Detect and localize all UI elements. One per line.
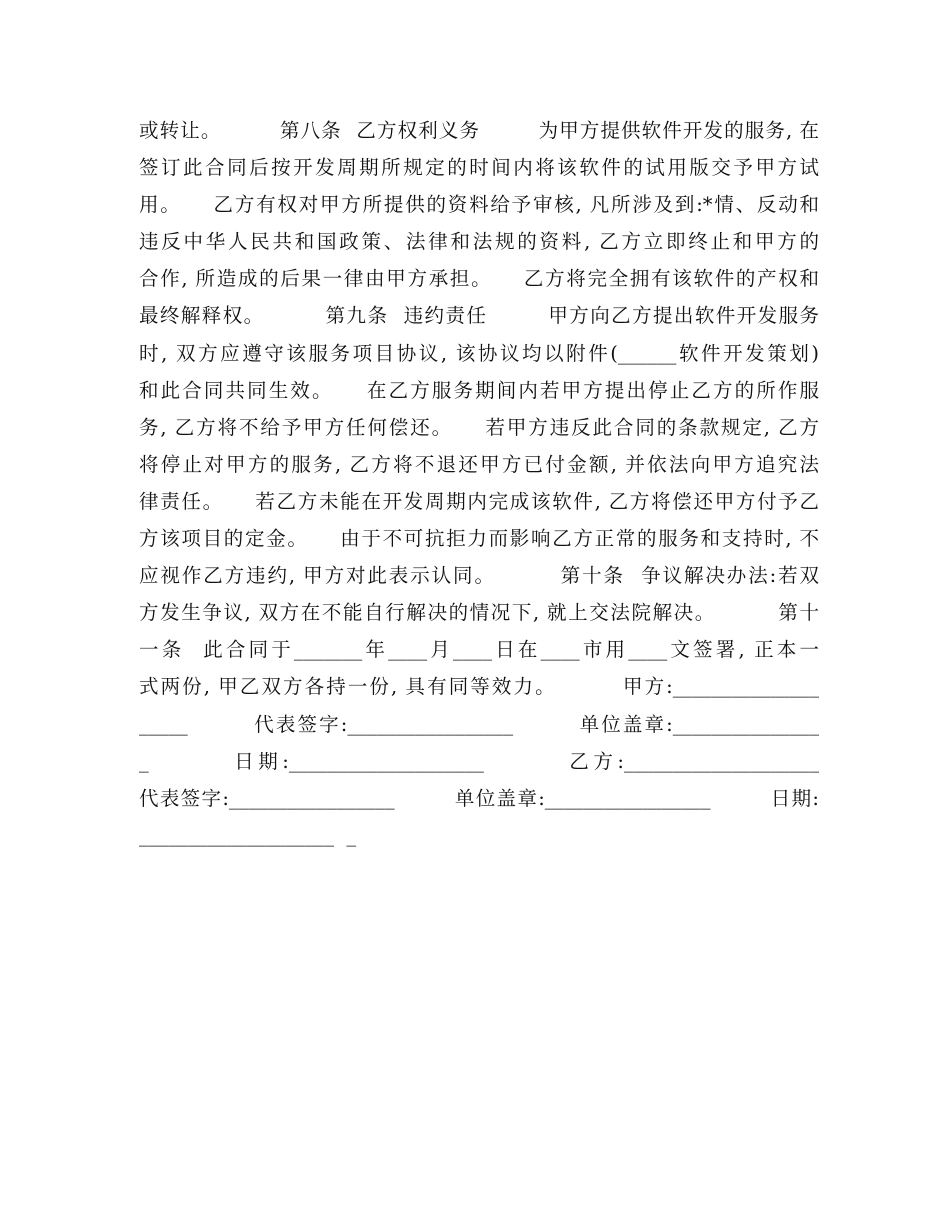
text-line: 时, 双方应遵守该服务项目协议, 该协议均以附件(______软件开发策划) [139,341,819,365]
text-line: 方发生争议, 双方在不能自行解决的情况下, 就上交法院解决。 第十 [139,601,819,625]
contract-text [139,112,819,854]
text-line: 律责任。 若乙方未能在开发周期内完成该软件, 乙方将偿还甲方付予乙 [139,489,819,513]
text-line: 一条 此合同于_______年____月____日在____市用____文签署, 正本一 [139,638,819,662]
text-line: 将停止对甲方的服务, 乙方将不退还甲方已付金额, 并依法向甲方追究法 [139,452,819,476]
text-line: 式两份, 甲乙双方各持一份, 具有同等效力。 甲方:_______________ [139,675,819,699]
text-line: ____________________ _ [139,823,357,847]
text-line: 务, 乙方将不给予甲方任何偿还。 若甲方违反此合同的条款规定, 乙方 [139,415,819,439]
text-line: 用。 乙方有权对甲方所提供的资料给予审核, 凡所涉及到:*情、反动和 [139,193,819,217]
text-line: 最终解释权。 第九条 违约责任 甲方向乙方提出软件开发服务 [139,304,819,328]
text-line: 和此合同共同生效。 在乙方服务期间内若甲方提出停止乙方的所作服 [139,378,819,402]
text-line: 或转让。 第八条 乙方权利义务 为甲方提供软件开发的服务, 在 [139,119,819,142]
text-line: 代表签字:_________________ 单位盖章:_________________ 日期: [139,786,819,810]
text-line: _____ 代表签字:_________________ 单位盖章:_______________ [139,712,819,736]
text-line: 违反中华人民共和国政策、法律和法规的资料, 乙方立即终止和甲方的 [139,230,819,254]
text-line: 方该项目的定金。 由于不可抗拒力而影响乙方正常的服务和支持时, 不 [139,527,819,551]
text-line: 合作, 所造成的后果一律由甲方承担。 乙方将完全拥有该软件的产权和 [139,267,819,291]
text-line: _ 日期:____________________ 乙方:____________________ [139,749,819,773]
text-line: 应视作乙方违约, 甲方对此表示认同。 第十条 争议解决办法:若双 [139,564,819,588]
text-line: 签订此合同后按开发周期所规定的时间内将该软件的试用版交予甲方试 [139,156,819,180]
